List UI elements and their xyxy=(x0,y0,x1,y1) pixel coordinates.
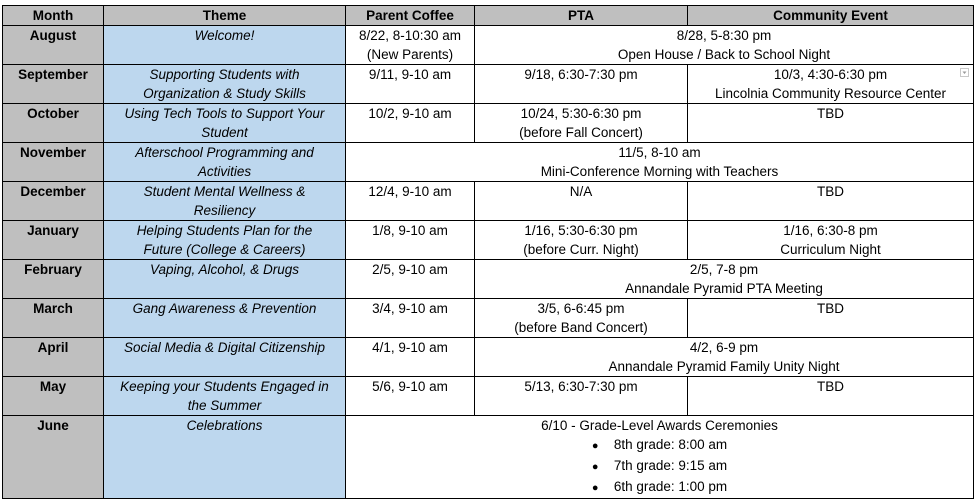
month-cell: May xyxy=(3,377,104,416)
pta-note: (before Fall Concert) xyxy=(519,125,643,140)
pta-cell: 5/13, 6:30-7:30 pm xyxy=(475,377,688,416)
bullet-icon: ● xyxy=(591,440,599,452)
theme-cell xyxy=(104,104,346,143)
header-theme: Theme xyxy=(104,6,346,26)
pta-cell xyxy=(475,221,688,260)
theme-line: Student Mental Wellness & xyxy=(143,184,306,199)
pta-note: (before Curr. Night) xyxy=(523,242,639,257)
theme-line: Student xyxy=(201,125,248,140)
community-event-cell: TBD xyxy=(688,104,974,143)
community-event-cell xyxy=(688,221,974,260)
pta-cell: N/A xyxy=(475,182,688,221)
theme-cell xyxy=(104,182,346,221)
theme-line: Afterschool Programming and xyxy=(135,145,314,160)
community-event-cell: TBD xyxy=(688,182,974,221)
theme-cell xyxy=(104,143,346,182)
month-cell: June xyxy=(3,416,104,499)
pta-cell xyxy=(475,104,688,143)
month-cell: August xyxy=(3,26,104,65)
event-time: 11/5, 8-10 am xyxy=(618,145,701,160)
theme-line: Organization & Study Skills xyxy=(143,86,306,101)
list-item xyxy=(350,435,969,456)
awards-title: 6/10 - Grade-Level Awards Ceremonies xyxy=(541,418,778,433)
event-time: 8/28, 5-8:30 pm xyxy=(676,28,772,43)
table-row xyxy=(3,299,974,338)
community-event-cell: TBD xyxy=(688,377,974,416)
theme-cell: Celebrations xyxy=(104,416,346,499)
list-item xyxy=(350,477,969,498)
list-item-text: 8th grade: 8:00 am xyxy=(613,437,728,452)
pta-time: 10/24, 5:30-6:30 pm xyxy=(520,106,642,121)
header-pta: PTA xyxy=(475,6,688,26)
theme-cell: Vaping, Alcohol, & Drugs xyxy=(104,260,346,299)
table-row xyxy=(3,260,974,299)
event-title: Lincolnia Community Resource Center xyxy=(714,86,947,101)
list-item-text: 6th grade: 1:00 pm xyxy=(613,479,728,494)
theme-line: Resiliency xyxy=(193,203,256,218)
parent-coffee-cell: 1/8, 9-10 am xyxy=(346,221,475,260)
schedule-table xyxy=(2,5,974,499)
awards-list xyxy=(350,435,969,498)
theme-cell: Social Media & Digital Citizenship xyxy=(104,338,346,377)
table-row xyxy=(3,416,974,499)
month-cell: February xyxy=(3,260,104,299)
community-event-cell: TBD xyxy=(688,299,974,338)
theme-line: Using Tech Tools to Support Your xyxy=(124,106,325,121)
table-row xyxy=(3,65,974,104)
theme-cell xyxy=(104,377,346,416)
theme-cell xyxy=(104,65,346,104)
bullet-icon: ● xyxy=(591,461,599,473)
parent-coffee-cell: 4/1, 9-10 am xyxy=(346,338,475,377)
event-time: 2/5, 7-8 pm xyxy=(689,262,759,277)
theme-line: the Summer xyxy=(187,398,262,413)
merged-event-cell xyxy=(475,338,974,377)
theme-cell: Welcome! xyxy=(104,26,346,65)
month-cell: January xyxy=(3,221,104,260)
merged-event-cell xyxy=(475,26,974,65)
parent-coffee-cell: 2/5, 9-10 am xyxy=(346,260,475,299)
parent-coffee-cell xyxy=(346,26,475,65)
bullet-icon: ● xyxy=(591,482,599,494)
merged-event-cell xyxy=(475,260,974,299)
table-row xyxy=(3,143,974,182)
table-row xyxy=(3,338,974,377)
merged-event-cell xyxy=(346,416,974,499)
header-row xyxy=(3,6,974,26)
parent-coffee-cell: 10/2, 9-10 am xyxy=(346,104,475,143)
month-cell: November xyxy=(3,143,104,182)
theme-cell xyxy=(104,221,346,260)
month-cell: April xyxy=(3,338,104,377)
pta-cell: 9/18, 6:30-7:30 pm xyxy=(475,65,688,104)
event-time: 1/16, 6:30-8 pm xyxy=(783,223,878,238)
table-row xyxy=(3,104,974,143)
parent-coffee-cell: 9/11, 9-10 am xyxy=(346,65,475,104)
month-cell: December xyxy=(3,182,104,221)
pta-note: (before Band Concert) xyxy=(514,320,648,335)
theme-line: Helping Students Plan for the xyxy=(136,223,313,238)
list-item xyxy=(350,456,969,477)
coffee-time: 8/22, 8-10:30 am xyxy=(358,28,462,43)
parent-coffee-cell: 12/4, 9-10 am xyxy=(346,182,475,221)
table-row xyxy=(3,182,974,221)
theme-line: Supporting Students with xyxy=(149,67,300,82)
header-parent-coffee: Parent Coffee xyxy=(346,6,475,26)
pta-time: 1/16, 5:30-6:30 pm xyxy=(524,223,638,238)
theme-line: Activities xyxy=(197,164,252,179)
month-cell: March xyxy=(3,299,104,338)
parent-coffee-cell: 5/6, 9-10 am xyxy=(346,377,475,416)
event-time: 4/2, 6-9 pm xyxy=(689,340,759,355)
merged-event-cell xyxy=(346,143,974,182)
pta-time: 3/5, 6-6:45 pm xyxy=(537,301,625,316)
table-row xyxy=(3,26,974,65)
parent-coffee-cell: 3/4, 9-10 am xyxy=(346,299,475,338)
theme-cell: Gang Awareness & Prevention xyxy=(104,299,346,338)
event-title: Open House / Back to School Night xyxy=(617,47,831,62)
event-title: Annandale Pyramid PTA Meeting xyxy=(625,281,823,296)
dropdown-filter-icon[interactable] xyxy=(960,68,969,77)
event-title: Mini-Conference Morning with Teachers xyxy=(540,164,779,179)
list-item-text: 7th grade: 9:15 am xyxy=(613,458,728,473)
table-row xyxy=(3,377,974,416)
coffee-note: (New Parents) xyxy=(366,47,454,62)
header-month: Month xyxy=(3,6,104,26)
header-community-event: Community Event xyxy=(688,6,974,26)
community-event-cell xyxy=(688,65,974,104)
table-row xyxy=(3,221,974,260)
month-cell: September xyxy=(3,65,104,104)
theme-line: Keeping your Students Engaged in xyxy=(120,379,329,394)
event-title: Curriculum Night xyxy=(780,242,881,257)
theme-line: Future (College & Careers) xyxy=(143,242,306,257)
event-title: Annandale Pyramid Family Unity Night xyxy=(608,359,840,374)
month-cell: October xyxy=(3,104,104,143)
event-time: 10/3, 4:30-6:30 pm xyxy=(773,67,888,82)
pta-cell xyxy=(475,299,688,338)
